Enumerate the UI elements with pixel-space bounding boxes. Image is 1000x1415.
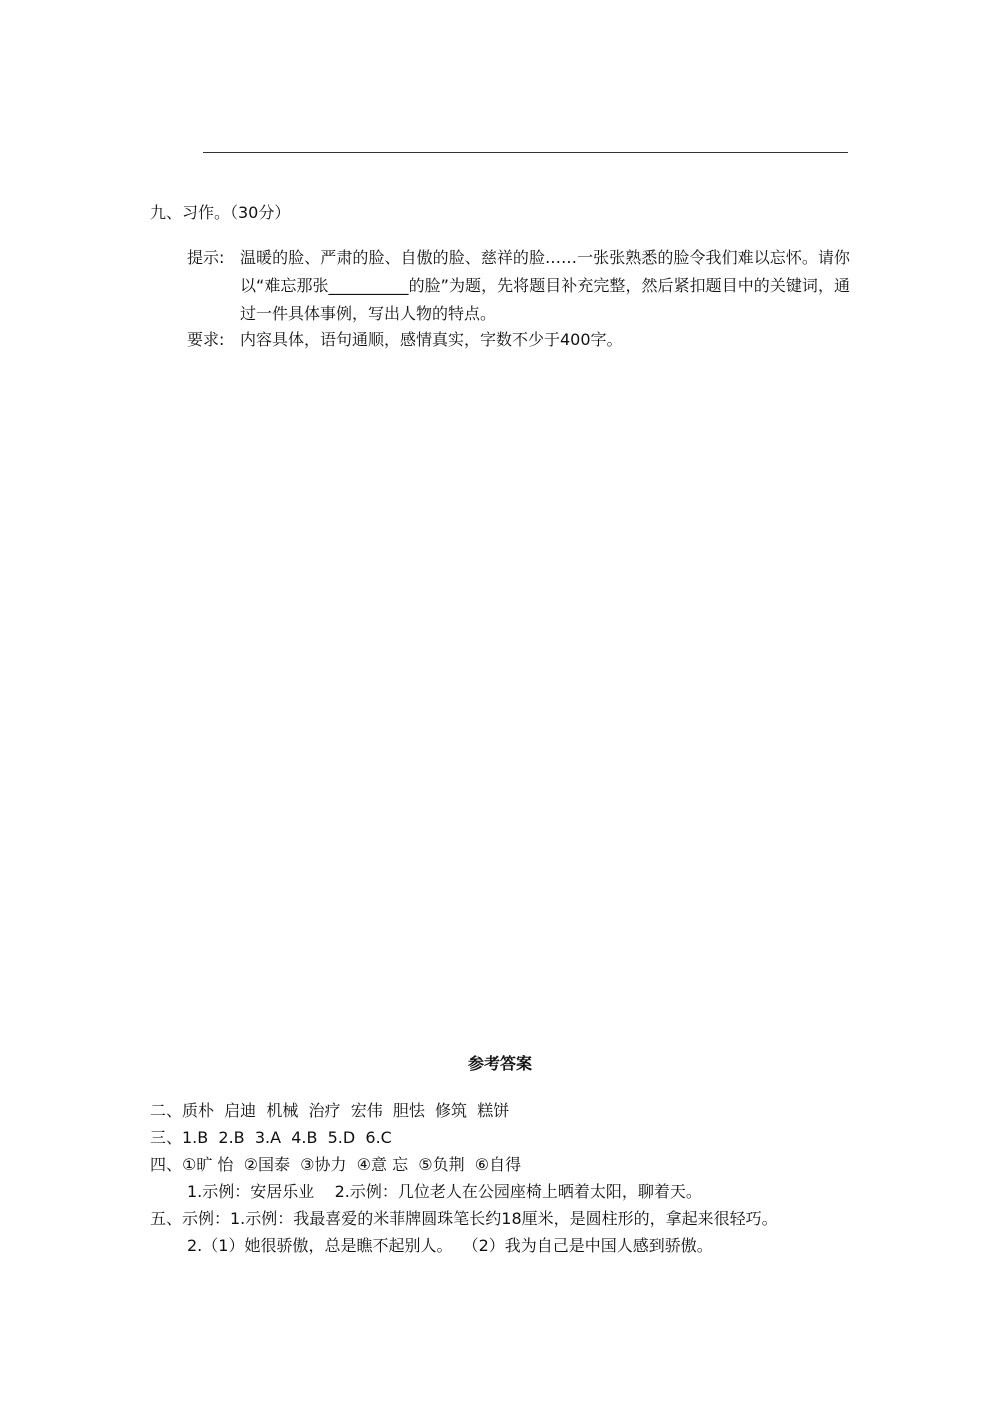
requirement-label: 要求: [187,330,225,349]
answers-title: 参考答案 [467,1054,532,1073]
answer-line [203,152,848,153]
answer-line-5-sentences: 2.（1）她很骄傲，总是瞧不起别人。 （2）我为自己是中国人感到骄傲。 [187,1236,713,1255]
answer-line-3: 三、1.B 2.B 3.A 4.B 5.D 6.C [150,1128,392,1147]
requirement-text: 内容具体，语句通顺，感情真实，字数不少于400字。 [240,330,623,349]
section-title: 九、习作。（30分） [150,203,291,222]
answer-line-2: 二、质朴 启迪 机械 治疗 宏伟 胆怯 修筑 糕饼 [150,1101,510,1120]
answer-line-4-examples: 1.示例：安居乐业 2.示例：几位老人在公园座椅上晒着太阳，聊着天。 [187,1182,702,1201]
hint-label: 提示: [187,248,225,267]
answer-line-4: 四、①旷 怡 ②国泰 ③协力 ④意 忘 ⑤负荆 ⑥自得 [150,1155,522,1174]
hint-text: 温暖的脸、严肃的脸、自傲的脸、慈祥的脸……一张张熟悉的脸令我们难以忘怀。请你以“难忘那张__________的脸”为题，先将题目补充完整，然后紧扣题目中的关键词，通过一件具体事例，写出人物的特点。 [240,248,850,323]
answer-line-5: 五、示例：1.示例：我最喜爱的米菲牌圆珠笔长约18厘米，是圆柱形的，拿起来很轻巧。 [150,1209,778,1228]
